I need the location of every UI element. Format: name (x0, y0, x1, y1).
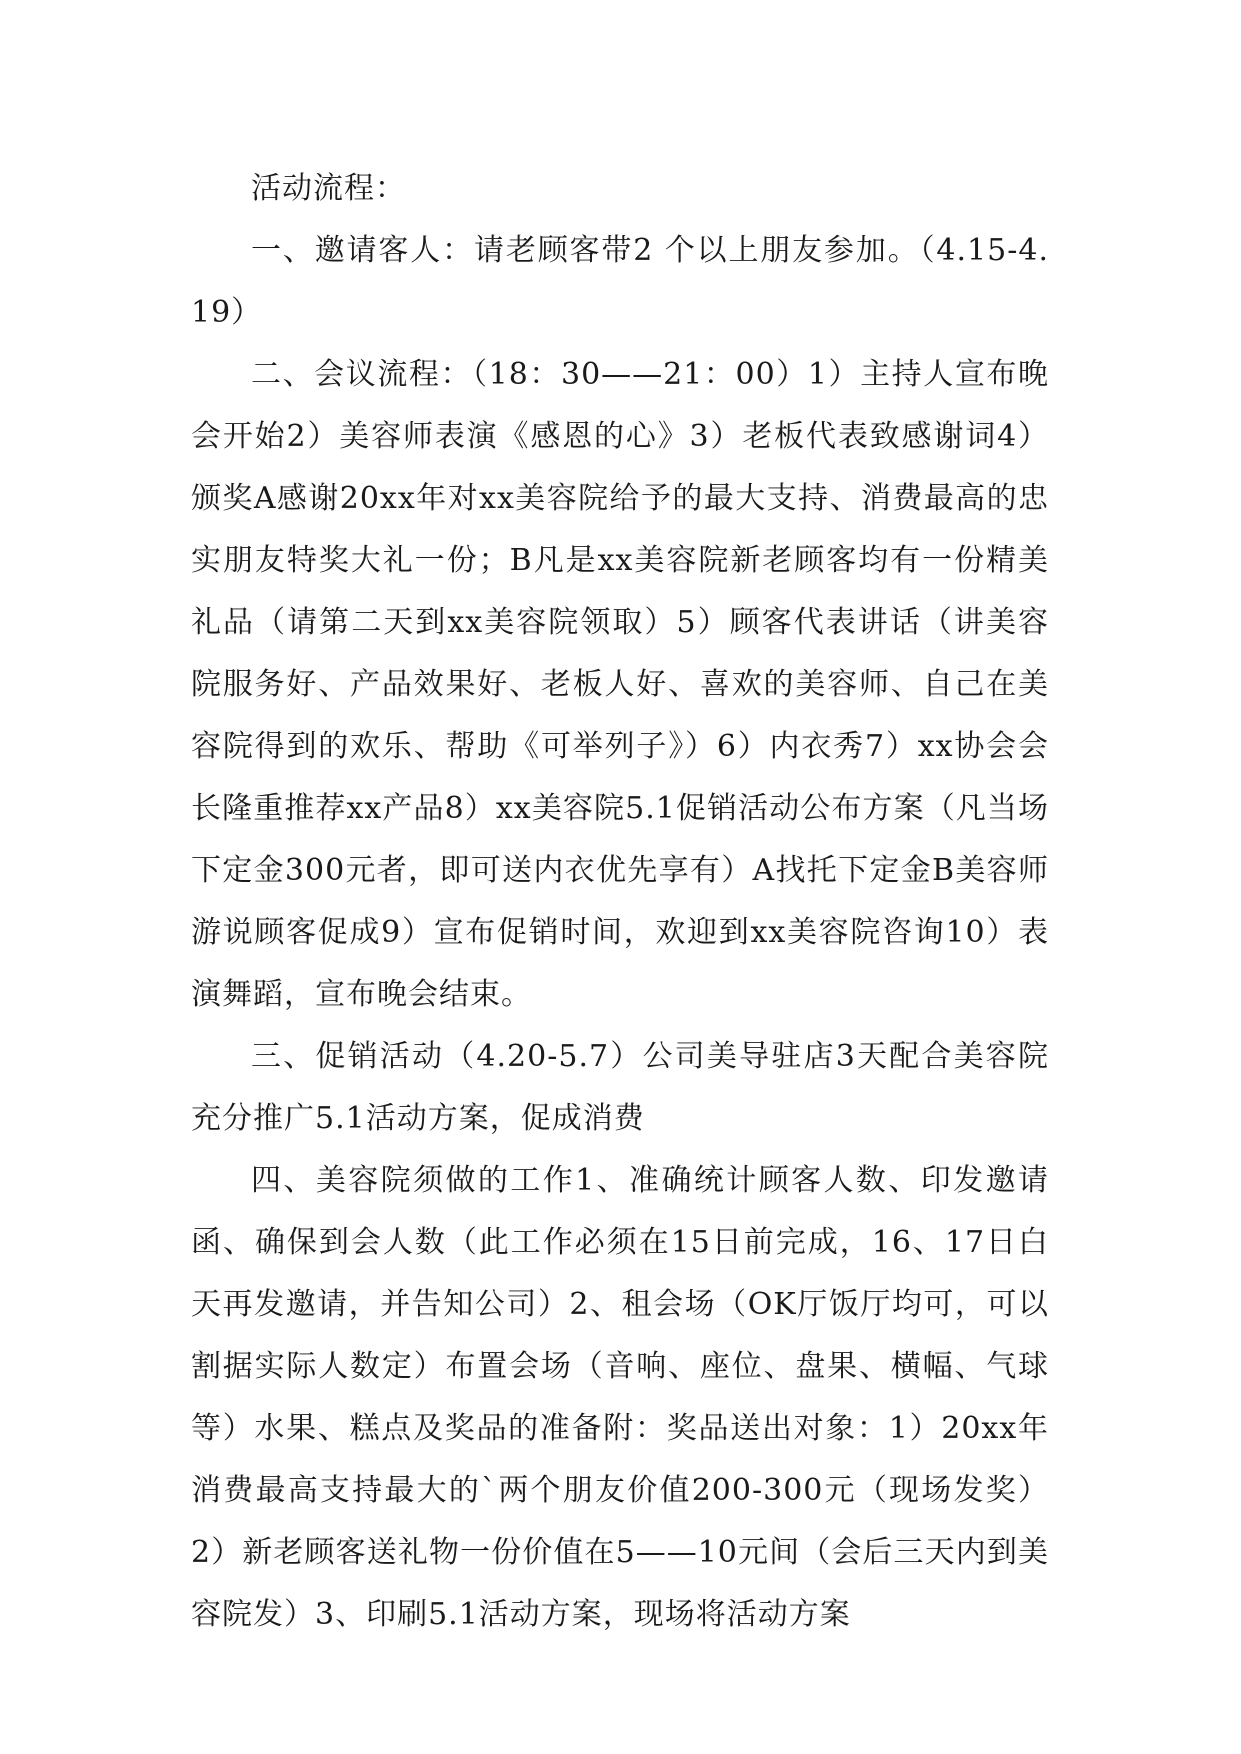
paragraph-salon-tasks: 四、美容院须做的工作1、准确统计顾客人数、印发邀请函、确保到会人数（此工作必须在15日前完成，16、17日白天再发邀请，并告知公司）2、租会场（OK厅饭厅均可，可以割据实际人数定）布置会场（音响、座位、盘果、横幅、气球等）水果、糕点及奖品的准备附：奖品送出对象：1）20xx年消费最高支持最大的`两个朋友价值200-300元（现场发奖）2）新老顾客送礼物一份价值在5——10元间（会后三天内到美容院发）3、印刷5.1活动方案，现场将活动方案 (191, 1163, 1049, 1632)
document-body (191, 158, 1049, 1646)
paragraph-promotion: 三、促销活动（4.20-5.7）公司美导驻店3天配合美容院充分推广5.1活动方案，促成消费 (191, 1039, 1049, 1136)
paragraph-meeting-process: 二、会议流程：（18：30——21：00）1）主持人宣布晚会开始2）美容师表演《感恩的心》3）老板代表致感谢词4）颁奖A感谢20xx年对xx美容院给予的最大支持、消费最高的忠实朋友特奖大礼一份；B凡是xx美容院新老顾客均有一份精美礼品（请第二天到xx美容院领取）5）顾客代表讲话（讲美容院服务好、产品效果好、老板人好、喜欢的美容师、自己在美容院得到的欢乐、帮助《可举列子》）6）内衣秀7）xx协会会长隆重推荐xx产品8）xx美容院5.1促销活动公布方案（凡当场下定金300元者，即可送内衣优先享有）A找托下定金B美容师游说顾客促成9）宣布促销时间，欢迎到xx美容院咨询10）表演舞蹈，宣布晚会结束。 (191, 357, 1049, 1012)
paragraph-invite: 一、邀请客人：请老顾客带2 个以上朋友参加。（4.15-4.19） (191, 233, 1049, 330)
section-heading: 活动流程： (251, 171, 406, 206)
